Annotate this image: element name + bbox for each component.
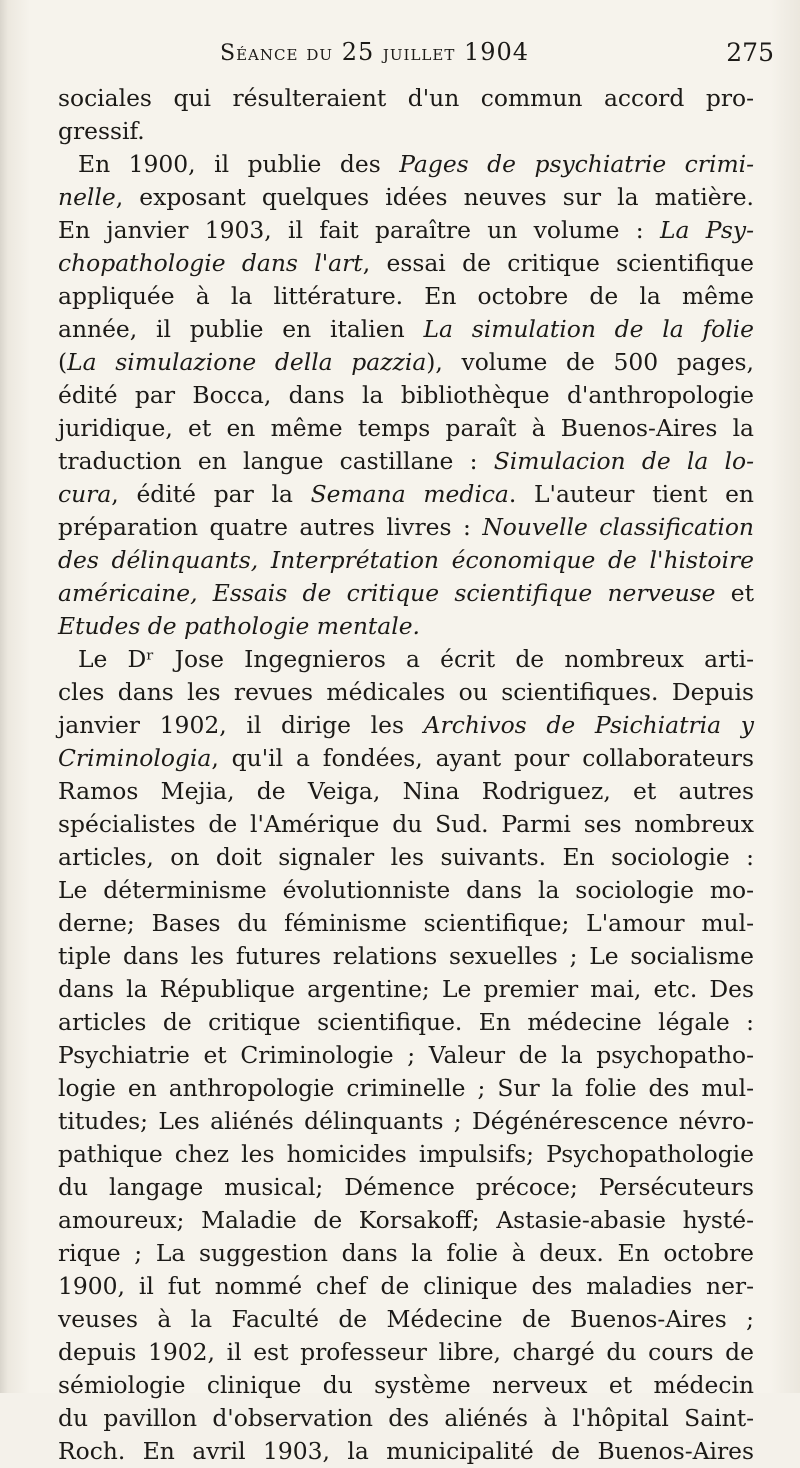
italic-text: La simulazione della pazzia [67,348,427,376]
text-line [58,1138,754,1171]
text-line [58,775,754,808]
text-line [58,808,754,841]
text-line [58,1336,754,1369]
text-line [58,280,754,313]
text-span: . L'auteur tient en [508,480,754,508]
italic-text: Pages de psychiatrie crimi- [399,150,755,178]
text-span: En 1900, il publie des [78,150,400,178]
text-span: En janvier 1903, il fait paraître un volume : [58,216,660,244]
italic-text: Simulacion de la lo- [493,447,754,475]
text-line [58,577,754,610]
italic-text: cura [58,480,112,508]
text-line [58,709,754,742]
text-line [58,412,754,445]
italic-text: La simulation de la folie [423,315,754,343]
text-span: du pavillon d'observation des aliénés à l'hôpital Saint- [58,1404,754,1432]
text-span: du langage musical; Démence précoce; Persécuteurs [58,1173,754,1201]
text-line [58,148,754,181]
text-line [58,1402,754,1435]
text-span: préparation quatre autres livres : [58,513,483,541]
text-span: Le déterminisme évolutionniste dans la sociologie mo- [58,876,754,904]
text-span: tiple dans les futures relations sexuelles ; Le socialisme [58,942,754,970]
text-span: pathique chez les homicides impulsifs; Psychopathologie [58,1140,754,1168]
text-span: logie en anthropologie criminelle ; Sur la folie des mul- [58,1074,754,1102]
text-line [58,544,754,577]
text-line [58,379,754,412]
italic-text: La Psy- [659,216,754,244]
text-span: Le Dʳ Jose Ingegnieros a écrit de nombreux arti- [78,645,754,673]
text-span: rique ; La suggestion dans la folie à deux. En octobre [58,1239,754,1267]
text-line [58,676,754,709]
italic-text: Semana medica [310,480,509,508]
text-line [58,313,754,346]
italic-text: Nouvelle classification [482,513,754,541]
text-line [58,478,754,511]
text-span: veuses à la Faculté de Médecine de Buenos-Aires ; [58,1305,754,1333]
text-span: derne; Bases du féminisme scientifique; L'amour mul- [58,909,754,937]
text-span: ), volume de 500 pages, [426,348,754,376]
text-span: amoureux; Maladie de Korsakoff; Astasie-abasie hysté- [58,1206,754,1234]
text-span: édité par Bocca, dans la bibliothèque d'anthropologie [58,381,754,409]
text-span: traduction en langue castillane : [58,447,494,475]
text-span: , exposant quelques idées neuves sur la matière. [115,183,754,211]
italic-text: nelle [58,183,116,211]
text-span: année, il publie en italien [58,315,424,343]
text-span: janvier 1902, il dirige les [58,711,424,739]
running-header [60,38,774,74]
text-span: spécialistes de l'Amérique du Sud. Parmi ses nombreux [58,810,754,838]
text-span: appliquée à la littérature. En octobre de la même [58,282,754,310]
text-span: depuis 1902, il est professeur libre, chargé du cours de [58,1338,754,1366]
text-span: sociales qui résulteraient d'un commun accord pro- [58,84,754,112]
text-span: , édité par la [111,480,311,508]
text-line [58,1303,754,1336]
italic-text: des délinquants, Interprétation économique de l'histoire [58,546,754,574]
text-line [58,1204,754,1237]
text-line [58,940,754,973]
text-line [58,610,754,643]
text-line [58,445,754,478]
italic-text: Archivos de Psichiatria y [423,711,754,739]
text-line [58,742,754,775]
text-span: Psychiatrie et Criminologie ; Valeur de la psychopatho- [58,1041,754,1069]
text-line [58,1105,754,1138]
text-span: cles dans les revues médicales ou scientifiques. Depuis [58,678,754,706]
text-line [58,1006,754,1039]
text-span: et [715,579,754,607]
text-span: , essai de critique scientifique [362,249,754,277]
text-line [58,1270,754,1303]
italic-text: Criminologia [58,744,212,772]
text-line [58,115,754,148]
text-line [58,1039,754,1072]
text-line [58,247,754,280]
text-span: sémiologie clinique du système nerveux et médecin [58,1371,754,1399]
italic-text: chopathologie dans l'art [58,249,363,277]
italic-text: Etudes de pathologie mentale. [58,612,420,640]
text-line [58,346,754,379]
text-span: Ramos Mejia, de Veiga, Nina Rodriguez, et autres [58,777,754,805]
body-text [58,82,754,1468]
text-span: Roch. En avril 1903, la municipalité de Buenos-Aires [58,1437,754,1465]
running-title: Séance du 25 juillet 1904 [220,38,530,66]
text-line [58,214,754,247]
text-line [58,841,754,874]
text-line [58,973,754,1006]
text-span: gressif. [58,117,145,145]
text-line [58,1237,754,1270]
text-span: dans la République argentine; Le premier mai, etc. Des [58,975,754,1003]
text-span: , qu'il a fondées, ayant pour collaborateurs [211,744,754,772]
text-line [58,907,754,940]
text-line [58,1369,754,1402]
text-span: juridique, et en même temps paraît à Buenos-Aires la [58,414,754,442]
text-span: articles, on doit signaler les suivants. En sociologie : [58,843,754,871]
text-line [58,1171,754,1204]
text-line [58,874,754,907]
text-line [58,643,754,676]
text-line [58,511,754,544]
text-line [58,181,754,214]
text-line [58,1072,754,1105]
text-span: titudes; Les aliénés délinquants ; Dégénérescence névro- [58,1107,754,1135]
text-line [58,82,754,115]
page-number: 275 [726,38,774,67]
text-span: ( [58,348,68,376]
text-span: 1900, il fut nommé chef de clinique des maladies ner- [58,1272,754,1300]
text-line [58,1435,754,1468]
italic-text: américaine, Essais de critique scientifique nerveuse [58,579,716,607]
text-span: articles de critique scientifique. En médecine légale : [58,1008,754,1036]
